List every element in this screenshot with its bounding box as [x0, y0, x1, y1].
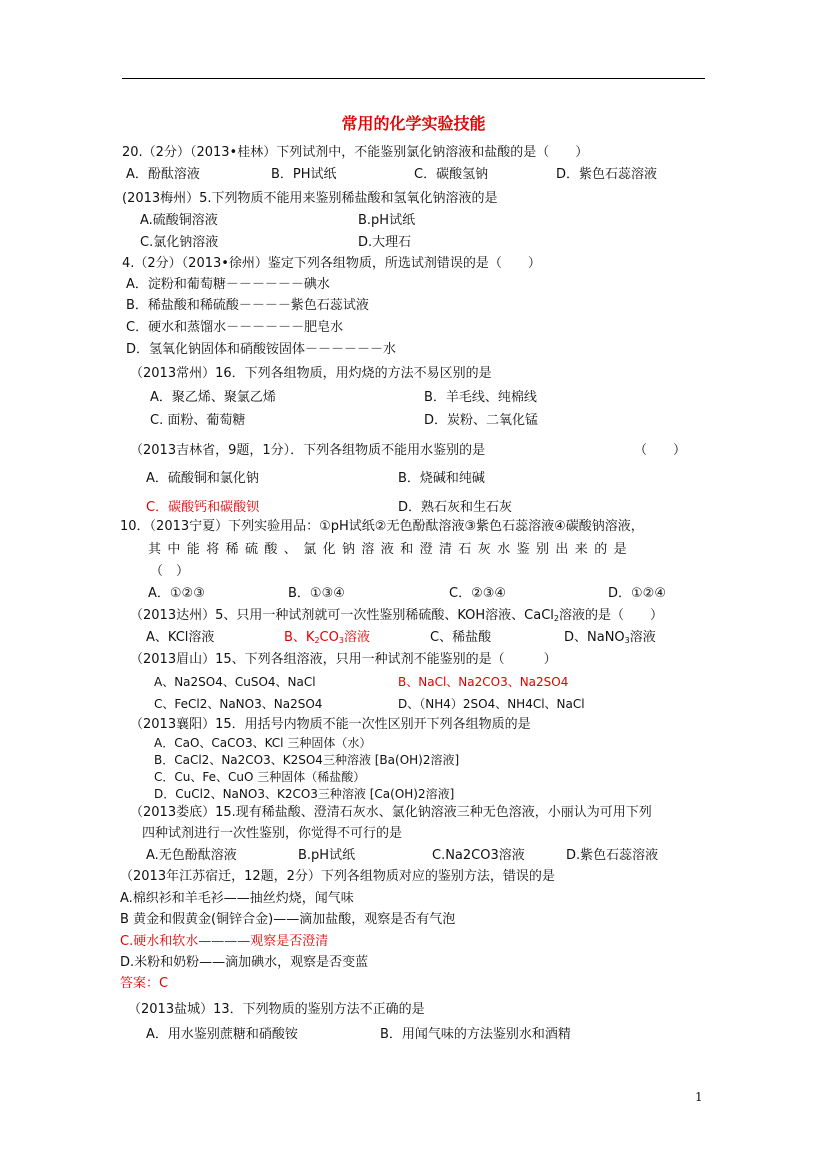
option-d: D、（NH4）2SO4、NH4Cl、NaCl	[398, 697, 585, 711]
option-b: B．①③④	[288, 586, 345, 601]
option-a: A．聚乙烯、聚氯乙烯	[150, 390, 276, 405]
option-a: A．硫酸铜和氯化钠	[146, 471, 259, 486]
question-stem: （2013吉林省，9题，1分）．下列各组物质不能用水鉴别的是	[130, 443, 486, 458]
option-b: B．羊毛线、纯棉线	[424, 390, 537, 405]
option-a: A．酚酞溶液	[126, 167, 200, 182]
page-title: 常用的化学实验技能	[341, 114, 486, 133]
question-stem: （2013盐城）13．下列物质的鉴别方法不正确的是	[128, 1002, 425, 1017]
option-c: C. 面粉、葡萄糖	[150, 413, 246, 428]
option-a: A．用水鉴别蔗糖和硝酸铵	[146, 1027, 298, 1042]
option-a: A.硫酸铜溶液	[140, 213, 218, 228]
option-c: C、FeCl2、NaNO3、Na2SO4	[154, 697, 323, 711]
option-b: B．用闻气味的方法鉴别水和酒精	[380, 1027, 571, 1042]
header-rule	[122, 78, 705, 79]
option-a: A.无色酚酞溶液	[146, 848, 237, 863]
option-c: C．碳酸氢钠	[414, 167, 489, 182]
option-c: C.氯化钠溶液	[140, 235, 219, 250]
answer-label: 答案：C	[120, 976, 169, 991]
option-a: A．①②③	[148, 586, 205, 601]
answer-paren: （ ）	[150, 564, 190, 579]
question-stem-continued: 四种试剂进行一次性鉴别，你觉得不可行的是	[142, 826, 403, 841]
option-b: B．PH试纸	[271, 167, 337, 182]
answer-paren: （ ）	[634, 443, 687, 458]
option-d: D．①②④	[608, 586, 666, 601]
option-b: B．烧碱和纯碱	[398, 471, 485, 486]
question-stem: （2013年江苏宿迁，12题，2分）下列各组物质对应的鉴别方法，错误的是	[120, 869, 555, 884]
page-number: 1	[695, 1090, 703, 1104]
option-d: D、NaNO$_3$溶液	[564, 630, 656, 645]
option-b-highlighted: B、$K_2CO_3$溶液	[284, 630, 370, 645]
option-c: C、稀盐酸	[430, 630, 492, 645]
option-b: B．稀盐酸和稀硫酸－－－－紫色石蕊试液	[126, 298, 369, 313]
option-a: A.棉织衫和羊毛衫——抽丝灼烧，闻气味	[120, 891, 354, 906]
option-b: B 黄金和假黄金(铜锌合金)——滴加盐酸，观察是否有气泡	[120, 912, 456, 927]
question-stem: （2013常州）16．下列各组物质，用灼烧的方法不易区别的是	[130, 366, 492, 381]
option-c: C．②③④	[449, 586, 507, 601]
option-c: C．Cu、Fe、CuO 三种固体（稀盐酸）	[154, 770, 366, 784]
option-d: D．紫色石蕊溶液	[556, 167, 658, 182]
option-a: A．淀粉和葡萄糖－－－－－－碘水	[126, 277, 330, 292]
question-stem: （2013娄底）15.现有稀盐酸、澄清石灰水、氯化钠溶液三种无色溶液，小丽认为可用下列	[130, 805, 652, 820]
question-stem: （2013眉山）15、下列各组溶液，只用一种试剂不能鉴别的是（ ）	[130, 652, 557, 667]
option-a: A、KCl溶液	[146, 630, 215, 645]
option-d: D．CuCl2、NaNO3、K2CO3三种溶液 [Ca(OH)2溶液]	[154, 787, 455, 801]
option-d: D.米粉和奶粉——滴加碘水，观察是否变蓝	[120, 955, 369, 970]
question-stem-continued: 其中能将稀硫酸、氯化钠溶液和澄清石灰水鉴别出来的是	[148, 542, 634, 557]
option-a: A、Na2SO4、CuSO4、NaCl	[154, 675, 316, 689]
option-d: D．炭粉、二氧化锰	[424, 413, 539, 428]
question-stem: 10．（2013宁夏）下列实验用品：①pH试纸②无色酚酞溶液③紫色石蕊溶液④碳酸钠溶液，	[120, 519, 644, 534]
option-b: B.pH试纸	[298, 848, 356, 863]
question-stem: (2013梅州）5.下列物质不能用来鉴别稀盐酸和氢氧化钠溶液的是	[122, 191, 498, 206]
option-b: B．CaCl2、Na2CO3、K2SO4三种溶液 [Ba(OH)2溶液]	[154, 753, 460, 767]
option-c-highlighted: C.硬水和软水————观察是否澄清	[120, 934, 329, 949]
question-stem: （2013襄阳）15．用括号内物质不能一次性区别开下列各组物质的是	[130, 717, 531, 732]
option-a: A．CaO、CaCO3、KCl 三种固体（水）	[154, 736, 372, 750]
question-stem: （2013达州）5、只用一种试剂就可一次性鉴别稀硫酸、KOH溶液、CaCl$_2$溶液的是（ ）	[130, 608, 664, 623]
option-d: D．熟石灰和生石灰	[398, 500, 513, 515]
option-c: C.Na2CO3溶液	[432, 848, 525, 863]
question-stem: 4.（2分）（2013•徐州）鉴定下列各组物质，所选试剂错误的是（ ）	[122, 256, 541, 271]
option-d: D.大理石	[358, 235, 412, 250]
question-stem: 20.（2分）（2013•桂林）下列试剂中，不能鉴别氯化钠溶液和盐酸的是（ ）	[122, 145, 589, 160]
option-c-highlighted: C．碳酸钙和碳酸钡	[146, 500, 260, 515]
option-c: C．硬水和蒸馏水－－－－－－肥皂水	[126, 320, 344, 335]
option-d: D．氢氧化钠固体和硝酸铵固体－－－－－－水	[126, 342, 397, 357]
option-b-highlighted: B、NaCl、Na2CO3、Na2SO4	[398, 675, 569, 689]
option-b: B.pH试纸	[358, 213, 416, 228]
option-d: D.紫色石蕊溶液	[566, 848, 659, 863]
